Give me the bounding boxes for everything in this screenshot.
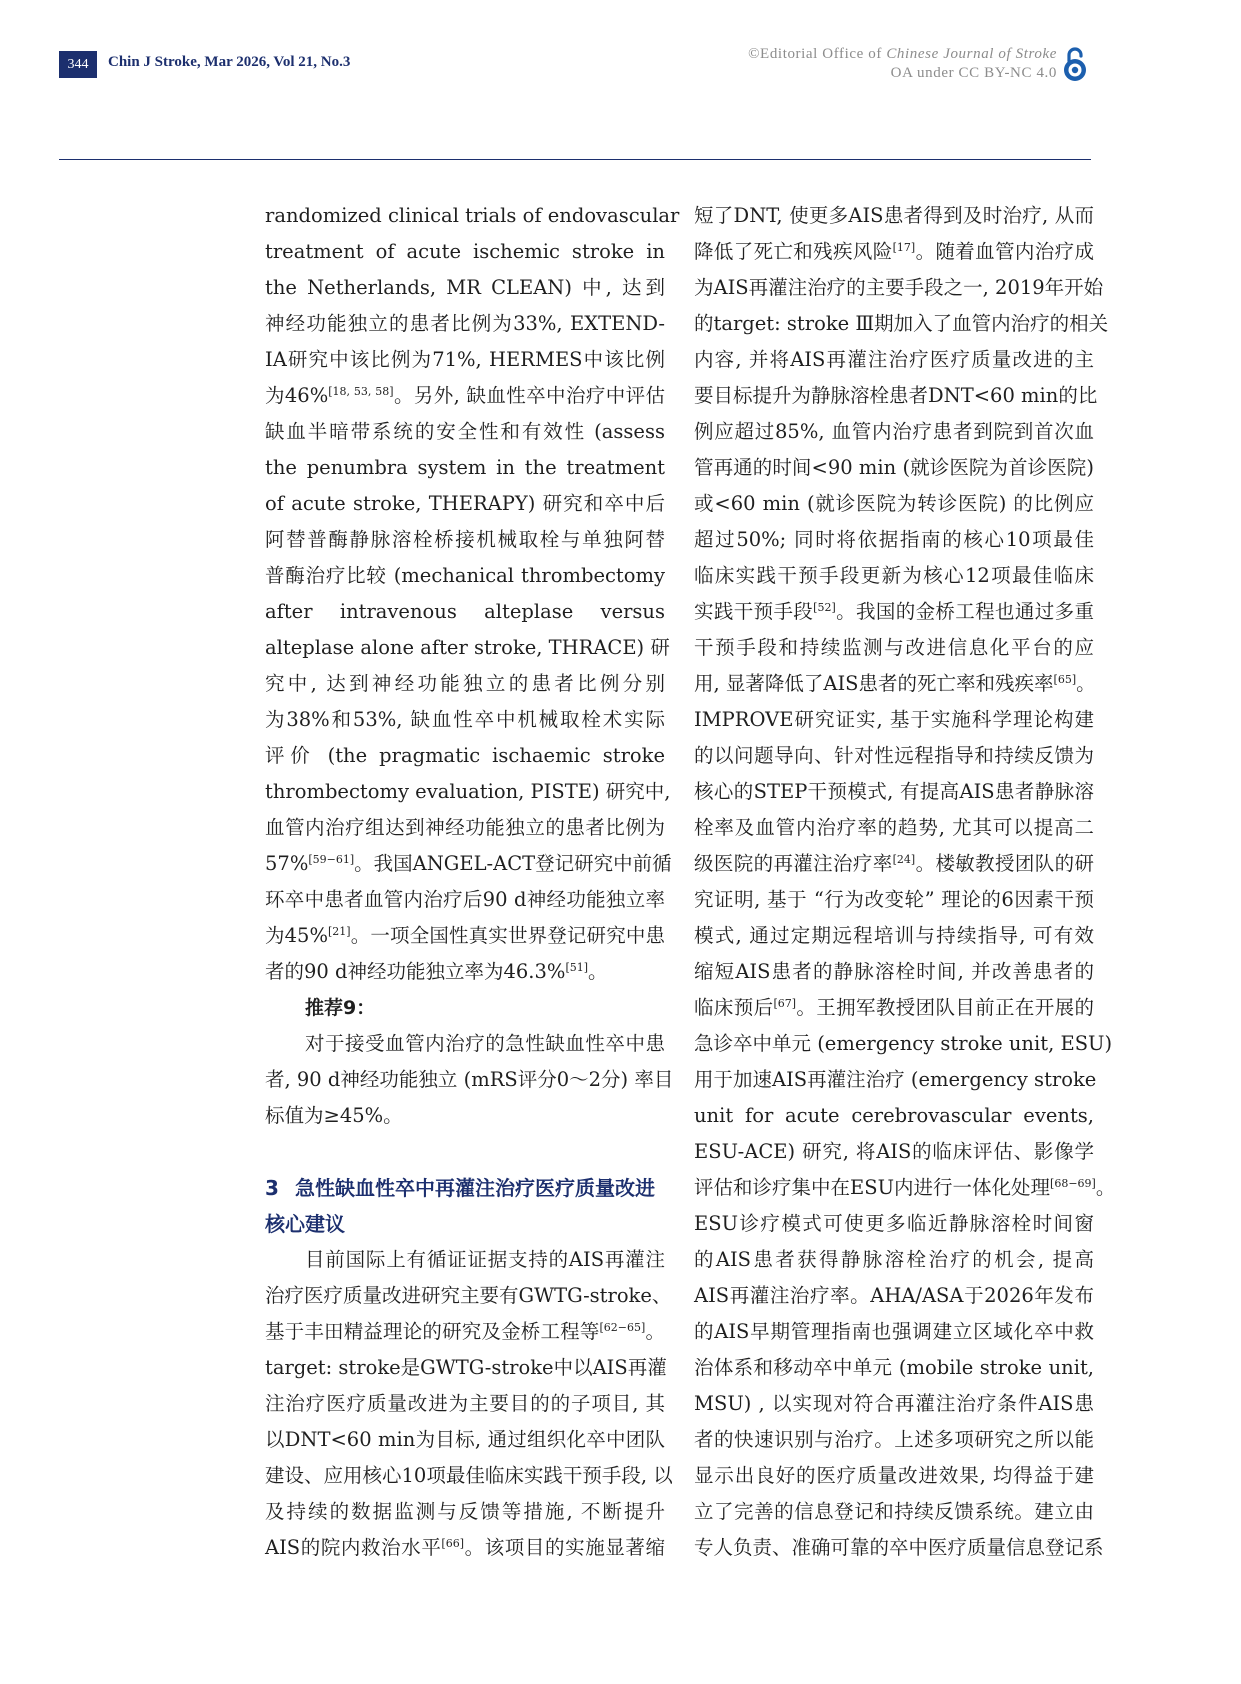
recommendation-9-label: 推荐9： [305, 997, 376, 1019]
right-column [694, 198, 1116, 1566]
text-line: 降低了死亡和残疾风险[17]。随着血管内治疗成 [694, 240, 1094, 263]
text-line: AIS再灌注治疗率。AHA/ASA于2026年发布 [694, 1284, 1094, 1307]
text-line: the Netherlands, MR CLEAN) 中, 达到 [265, 276, 665, 299]
text-line: 环卒中患者血管内治疗后90 d神经功能独立率 [265, 888, 665, 911]
text-line: unit for acute cerebrovascular events, [694, 1104, 1094, 1127]
citation-ref: [24] [892, 853, 916, 866]
text-line: target: stroke是GWTG-stroke中以AIS再灌 [265, 1356, 667, 1379]
text-line: treatment of acute ischemic stroke in [265, 240, 665, 263]
text-line: randomized clinical trials of endovascular [265, 204, 680, 227]
text-line: 者, 90 d神经功能独立 (mRS评分0～2分) 率目 [265, 1068, 674, 1091]
paragraph-quality-improvement-continued [694, 198, 1116, 1566]
text-line: 要目标提升为静脉溶栓患者DNT<60 min的比 [694, 384, 1098, 407]
text-line: IA研究中该比例为71%, HERMES中该比例 [265, 348, 665, 371]
text-line: 对于接受血管内治疗的急性缺血性卒中患 [305, 1032, 665, 1055]
text-line: 究证明, 基于 “行为改变轮” 理论的6因素干预 [694, 888, 1094, 911]
text-line: 用于加速AIS再灌注治疗 (emergency stroke [694, 1068, 1097, 1091]
recommendation-9-text [265, 1026, 674, 1134]
text-line: 为46%[18, 53, 58]。另外, 缺血性卒中治疗中评估 [265, 384, 666, 407]
text-line: 栓率及血管内治疗率的趋势, 尤其可以提高二 [694, 816, 1094, 839]
citation-ref: [66] [441, 1537, 465, 1550]
text-line: 显示出良好的医疗质量改进效果, 均得益于建 [694, 1464, 1094, 1487]
page-number: 344 [59, 51, 97, 78]
text-line: 标值为≥45%。 [265, 1104, 403, 1127]
text-line: 基于丰田精益理论的研究及金桥工程等[62−65]。 [265, 1320, 665, 1343]
text-line: 级医院的再灌注治疗率[24]。楼敏教授团队的研 [694, 852, 1094, 875]
text-line: alteplase alone after stroke, THRACE) 研 [265, 636, 670, 659]
text-line: 例应超过85%, 血管内治疗患者到院到首次血 [694, 420, 1094, 443]
text-line: thrombectomy evaluation, PISTE) 研究中, [265, 780, 671, 803]
text-line: 普酶治疗比较 (mechanical thrombectomy [265, 564, 665, 587]
copyright-prefix: ©Editorial Office of [748, 46, 887, 62]
text-line: 核心的STEP干预模式, 有提高AIS患者静脉溶 [694, 780, 1094, 803]
citation-ref: [65] [1053, 673, 1077, 686]
text-line: 治体系和移动卒中单元 (mobile stroke unit, [694, 1356, 1094, 1379]
license-text: OA under CC BY-NC 4.0 [890, 65, 1057, 81]
text-line: 神经功能独立的患者比例为33%, EXTEND- [265, 312, 665, 335]
paragraph-endovascular-outcomes [265, 198, 680, 990]
text-line: 超过50%; 同时将依据指南的核心10项最佳 [694, 528, 1094, 551]
paragraph-quality-improvement [265, 1242, 673, 1566]
text-line: 的AIS患者获得静脉溶栓治疗的机会, 提高 [694, 1248, 1094, 1271]
open-access-lock-icon [1061, 45, 1089, 83]
text-line: 治疗医疗质量改进研究主要有GWTG-stroke、 [265, 1284, 672, 1307]
citation-ref: [68−69] [1050, 1177, 1096, 1190]
citation-ref: [18, 53, 58] [328, 385, 394, 398]
text-line: 专人负责、准确可靠的卒中医疗质量信息登记系 [694, 1536, 1104, 1559]
text-line: 以DNT<60 min为目标, 通过组织化卒中团队 [265, 1428, 665, 1451]
text-line: 血管内治疗组达到神经功能独立的患者比例为 [265, 816, 665, 839]
text-line: 为AIS再灌注治疗的主要手段之一, 2019年开始 [694, 276, 1104, 299]
citation-ref: [59−61] [308, 853, 355, 866]
text-line: 实践干预手段[52]。我国的金桥工程也通过多重 [694, 600, 1094, 623]
text-line: 为38%和53%, 缺血性卒中机械取栓术实际 [265, 708, 665, 731]
text-line: 的target: stroke Ⅲ期加入了血管内治疗的相关 [694, 312, 1109, 335]
text-line: 评价 (the pragmatic ischaemic stroke [265, 744, 665, 767]
text-line: 缺血半暗带系统的安全性和有效性 (assess [265, 420, 665, 443]
text-line: 缩短AIS患者的静脉溶栓时间, 并改善患者的 [694, 960, 1094, 983]
text-line: 的以问题导向、针对性远程指导和持续反馈为 [694, 744, 1094, 767]
section-title-line-1: 急性缺血性卒中再灌注治疗医疗质量改进 [295, 1176, 655, 1200]
citation-ref: [17] [892, 241, 916, 254]
text-line: 及持续的数据监测与反馈等措施, 不断提升 [265, 1500, 665, 1523]
citation-ref: [67] [773, 997, 797, 1010]
text-line: 临床预后[67]。王拥军教授团队目前正在开展的 [694, 996, 1094, 1019]
text-line: ESU诊疗模式可使更多临近静脉溶栓时间窗 [694, 1212, 1094, 1235]
header-rule [59, 159, 1091, 160]
section-number: 3 [265, 1176, 279, 1200]
text-line: 评估和诊疗集中在ESU内进行一体化处理[68−69]。 [694, 1176, 1116, 1199]
text-line: 短了DNT, 使更多AIS患者得到及时治疗, 从而 [694, 204, 1094, 227]
left-column [265, 198, 680, 1566]
text-line: 为45%[21]。一项全国性真实世界登记研究中患 [265, 924, 665, 947]
text-line: ESU-ACE) 研究, 将AIS的临床评估、影像学 [694, 1140, 1094, 1163]
citation-ref: [21] [328, 925, 351, 938]
text-line: IMPROVE研究证实, 基于实施科学理论构建 [694, 708, 1094, 731]
text-line: 或<60 min (就诊医院为转诊医院) 的比例应 [694, 492, 1094, 515]
text-line: 者的90 d神经功能独立率为46.3%[51]。 [265, 960, 608, 983]
text-line: 干预手段和持续监测与改进信息化平台的应 [694, 636, 1094, 659]
text-line: 内容, 并将AIS再灌注治疗医疗质量改进的主 [694, 348, 1094, 371]
text-line: 立了完善的信息登记和持续反馈系统。建立由 [694, 1500, 1094, 1523]
text-line: 临床实践干预手段更新为核心12项最佳临床 [694, 564, 1094, 587]
text-line: 的AIS早期管理指南也强调建立区域化卒中救 [694, 1320, 1094, 1343]
text-line: 建设、应用核心10项最佳临床实践干预手段, 以 [265, 1464, 673, 1487]
copyright-notice [748, 45, 1057, 83]
section-3-heading-line-2: 核心建议 [265, 1212, 345, 1236]
text-line: 管再通的时间<90 min (就诊医院为首诊医院) [694, 456, 1094, 479]
text-line: 57%[59−61]。我国ANGEL-ACT登记研究中前循 [265, 852, 672, 875]
text-line: the penumbra system in the treatment [265, 456, 665, 479]
copyright-journal: Chinese Journal of Stroke [886, 46, 1057, 62]
text-line: 模式, 通过定期远程培训与持续指导, 可有效 [694, 924, 1094, 947]
text-line: after intravenous alteplase versus [265, 600, 665, 623]
section-3-heading [265, 1170, 665, 1206]
citation-ref: [51] [565, 961, 589, 974]
citation-ref: [62−65] [599, 1321, 646, 1334]
text-line: MSU) , 以实现对符合再灌注治疗条件AIS患 [694, 1392, 1094, 1415]
text-line: 用, 显著降低了AIS患者的死亡率和残疾率[65]。 [694, 672, 1096, 695]
text-line: 注治疗医疗质量改进为主要目的的子项目, 其 [265, 1392, 665, 1415]
journal-citation: Chin J Stroke, Mar 2026, Vol 21, No.3 [108, 54, 351, 70]
text-line: 目前国际上有循证证据支持的AIS再灌注 [305, 1248, 665, 1271]
text-line: of acute stroke, THERAPY) 研究和卒中后 [265, 492, 665, 515]
citation-ref: [52] [813, 601, 836, 614]
text-line: 急诊卒中单元 (emergency stroke unit, ESU) [694, 1032, 1113, 1055]
text-line: 究中, 达到神经功能独立的患者比例分别 [265, 672, 665, 695]
text-line: 阿替普酶静脉溶栓桥接机械取栓与单独阿替 [265, 528, 665, 551]
text-line: 者的快速识别与治疗。上述多项研究之所以能 [694, 1428, 1094, 1451]
text-line: AIS的院内救治水平[66]。该项目的实施显著缩 [265, 1536, 665, 1559]
